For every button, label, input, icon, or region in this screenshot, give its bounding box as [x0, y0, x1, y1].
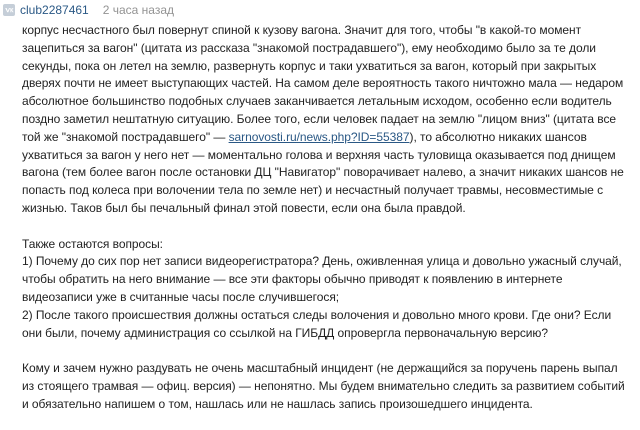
vk-logo-icon: [3, 4, 15, 16]
paragraph-1: [22, 22, 626, 218]
question-2: 2) После такого происшествия должны остаться следы волочения и довольно много крови. Где они? Если они были, почему администрация со ссылкой на ГИБДД опровергла первоначальную версию?: [22, 307, 612, 340]
author-link[interactable]: club2287461: [20, 3, 89, 17]
paragraph-3: Кому и зачем нужно раздувать не очень масштабный инцидент (не держащийся за поручень парень выпал из стоящего трамвая — офиц. версия) — непонятно. Мы будем внимательно следить за развитием событий и обязательно напишем о том, нашлась или не нашлась запись произошедшего инцидента.: [22, 361, 625, 411]
question-1: 1) Почему до сих пор нет записи видеорегистратора? День, оживленная улица и довольно ужасный случай, чтобы обратить на него внимание — все эти факторы обычно приводят к появлению в интернете видеозаписи уже в считанные часы после случившегося;: [22, 254, 622, 304]
paragraph-gap: [22, 342, 626, 360]
post-body: [22, 22, 626, 414]
post-timestamp[interactable]: 2 часа назад: [102, 3, 175, 17]
post-header: [0, 0, 640, 20]
questions-intro: Также остаются вопросы:: [22, 236, 163, 251]
paragraph-gap: [22, 218, 626, 236]
paragraph-1-text-a: корпус несчастного был повернут спиной к кузову вагона. Значит для того, чтобы "в какой-то момент зацепиться за вагон" (цитата из рассказа "знакомой пострадавшего"), ему необходимо было за те доли секунды, пока он летел на землю, развернуть корпус и таки ухватиться за вагон, который при закрытых дверях почти не имеет выступающих частей. На самом деле вероятность такого ничтожно мала — недаром абсолютное большинство подобных случаев заканчивается летальным исходом, особенно если водитель поздно заметил нештатную ситуацию. Более того, если человек падает на землю "лицом вниз" (цитата все той же "знакомой пострадавшего" —: [22, 23, 624, 144]
source-link[interactable]: sarnovosti.ru/news.php?ID=55387: [228, 129, 410, 144]
paragraph-1-text-b: ), то абсолютно никаких шансов ухватиться за вагон у него нет — моментально голова и верхняя часть туловища оказывается под днищем вагона (тем более вагон после остановки ДЦ "Навигатор" поворачивает налево, а значит никаких шансов не попасть под колеса при волочении тела по земле нет) и несчастный получает травмы, несовместимые с жизнью. Таков был бы печальный финал этой повести, если она была правдой.: [22, 129, 624, 215]
